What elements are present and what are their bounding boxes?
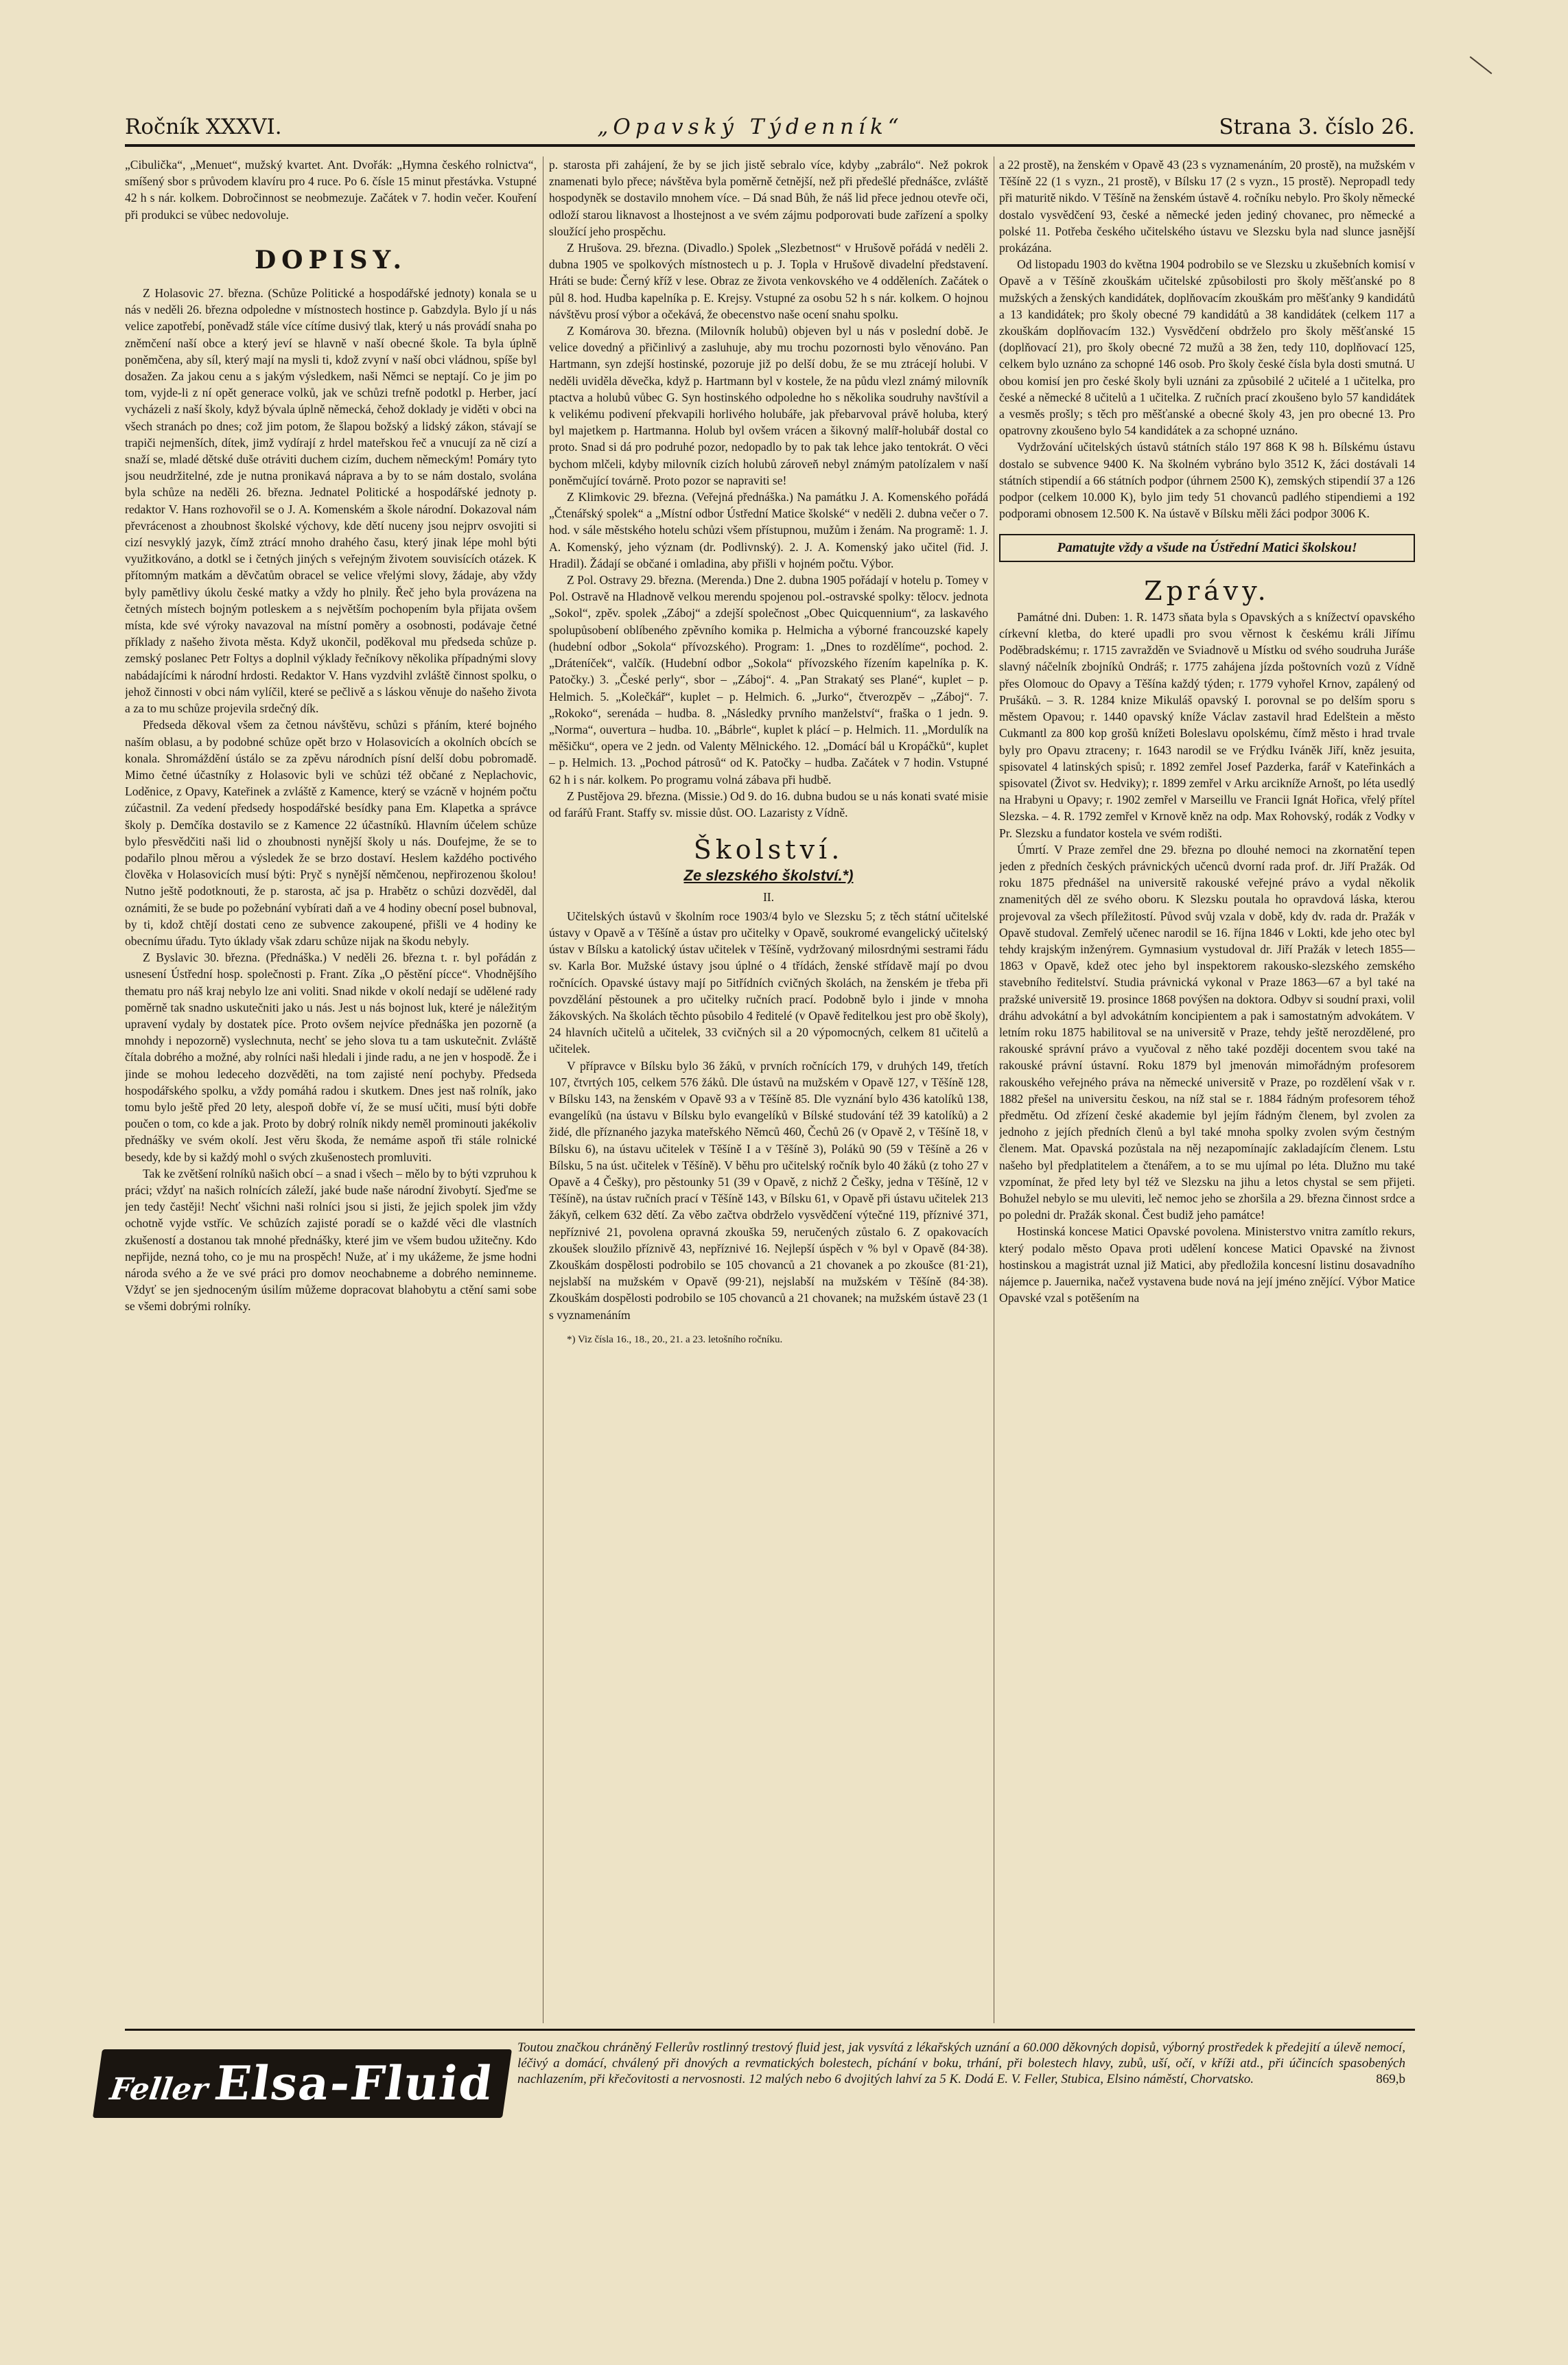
article-vydrzovani: Vydržování učitelských ústavů státních stálo 197 868 K 98 h. Bílskému ústavu dostalo se subvence 9400 K. Na školném vybráno bylo 3512 K, žáci dostávali 14 státních stipendií a 66 státních podpor (úhrnem 2500 K), zemských stipendií 37 a 126 podpor (celkem 10.000 K), bylo jim tedy 51 chovanců padlého stipendiemi a 192 podporami obnosem 12.500 K. Na ústavě v Bílsku měli žáci podpor 3006 K. [999, 440, 1415, 521]
article-pustejov: Z Pustějova 29. března. (Missie.) Od 9. do 16. dubna budou se u nás konati svaté misie od farářů Frant. Staffy sv. missie důst. OO. Lazaristy z Vídně. [549, 789, 988, 819]
article-ucitelske-ustavy: Učitelských ústavů v školním roce 1903/4 bylo ve Slezsku 5; z těch státní učitelské ústavy v Opavě a v Těšíně a ústav pro učitelky v Opavě, soukromé evangelický učitelský ústav v Bílsku a katolický ústav učitelek v Těšíně, vydržovaný milosrdnými sestrami řádu sv. Karla Bor. Mužské ústavy jsou úplné o 4 třídách, ženské střídavě mají po dvou ročnících. Opavské ústavy mají po 5itřídních cvičných školách, na ženském je třeba při povzdělání pěstounek a pro učitelky ručních prací. Podobně bylo i jinde v mnoha žákovských. Na školách těchto působilo 4 ředitelé (v Opavě ředitelkou jest pro obě školy), 24 hlavních učitelů a učitelek, 33 cvičných sil a 20 výpomocných, celkem 81 učitelů a učitelek. [549, 909, 988, 1056]
article-klimkovice: Z Klimkovic 29. března. (Veřejná přednáška.) Na památku J. A. Komenského pořádá „Čtenářský spolek“ a „Místní odbor Ústřední Matice školské“ v neděli 2. dubna večer o 7. hod. v sále městského hotelu schůzi všem přístupnou, mužům i ženám. Na programě: 1. J. A. Komenský, jeho význam (dr. Podlivnský). 2. J. A. Komenský jako učitel (řid. J. Hradil). Žádají se občané i omladina, aby přišli v hojném počtu. Výbor. [549, 490, 988, 570]
volume-label: Ročník XXXVI. [125, 115, 282, 139]
article-byslavice: Z Byslavic 30. března. (Přednáška.) V neděli 26. března t. r. byl pořádán z usnesení Ústřední hosp. společnosti p. Frant. Zíka „O pěstění pícce“. Vhodnějšího thematu pro náš kraj nebylo lze ani voliti. Snad nikde v okolí nedají se udělené rady poměrně tak snadno uskutečniti jako u nás. Jest u nás bojnost luk, které je náležitým upravení vydaly by dostatek píce. Proto ovšem nejvíce přednáška jen pozorně (a mnohdy i nepozorně) vyslechnuta, nechť se jeho slova tu a tam uskutečnit. Zvláště čítala dobrého a možné, aby rolníci naši hledali i jinde radu, a ne jen v hospodě. Že i jinde se mohou ledeceho dozvěděti, na tom zajisté není pochyby. Předseda hospodářského spolku, a vždy pomáhá radou i skutkem. Dnes jest naš rolník, jako tomu bylo ještě před 20 lety, alespoň dobře ví, že se musí učiti, musí býti dobře poučen o tom, co kde a jak. Proto by dobrý rolník nikdy neměl prominouti jakékoliv přednášky ve svém okolí. Jest věru škoda, že nemáme aspoň tři stále rolnické besedy, kde by si každý mohl o svých zkušenostech promluviti. [125, 951, 537, 1164]
article-holasovice: Z Holasovic 27. března. (Schůze Politické a hospodářské jednoty) konala se u nás v neděli 26. března odpoledne v místnostech hostince p. Gabzdyla. Bylo jí u nás velice zapotřebí, poněvadž stále více cítíme dusivý tlak, který u nás provádí snaha po zněmčení naší obce a který jeví se hlavně v naší obecné škole. Ta byla úplně poněmčena, aby síl, který mají na mysli ti, kdož zvyní v naší obci vládnou, spíše byl dosažen. Za jakou cenu a s jakým výsledkem, naši Němci se neptají. Co je jim po tom, vyjde-li z ní opět generace volků, jak ve schůzi trefně podotkl p. Herber, jací vycházeli z naší školy, když bývala úplně německá, čehož doklady je viděti v obci na všech stranách po dnes; což jim potom, že šlapou božský a lidský zákon, stávají se trapiči nejmenších, dítek, jimž vydírají z hrdel mateřskou řeč a vnucují za ně cizí a snaží se, mladé dětské duše otráviti duchem cizím, duchem německým! Pomáry tyto jsou neudržitelné, zde je nutna pronikavá náprava a by to se nám dostalo, svolána byla schůze na neděli 26. března. Jednatel Politické a hospodářské jednoty p. redaktor V. Hans rozhovořil se o J. A. Komenském a škole národní. Dokazoval nám převrácenost a zhoubnost školské výchovy, kde dětí nuceny jsou nejprv osvojiti si cizí nesvyklý jazyk, čímž ztrácí mnoho drahého času, který jinak lépe mohl býti využitkováno, a dotkl se i četných jiných s veřejným životem souvisících otázek. K přítomným matkám a děvčatům obracel se velice vřelými slovy, žádaje, aby vždy byly pamětlivy úkolu české matky a vždy ho plnily. Řeč jeho byla provázena na četných místech bojným potleskem a s největším pochopením byla přijata ovšem místa, kde své výroky navazoval na místní poměry a osobnosti, podávaje četné příklady z našeho života města. Když ukončil, poděkoval mu předseda schůze p. zemský poslanec Petr Foltys a doplnil výklady řečníkovy několika případnými slovy nabádajícími k národní hrdosti. Redaktor V. Hans vyzdvihl zvláště činnost spolku, o jehož činnosti v obci nám vylíčil, které se pečlivě a s láskou věnuje do našeho života a za to mu schůze projevila srdečný dík. [125, 286, 537, 716]
part-number: II. [762, 889, 775, 904]
article-umrti: Úmrtí. V Praze zemřel dne 29. března po dlouhé nemoci na zkornatění tepen jeden z předních českých právnických učenců dvorní rada prof. dr. Jiří Pražák. Od roku 1875 přednášel na universitě rakouské veřejné právo a vydal několik znamenitých děl ze svého oboru. K Slezsku poutala ho opravdová láska, kterou projevoval za všech příležitostí. Původ svůj vzala v době, kdy dv. rada dr. Pražák v Opavě studoval. Zemřelý učenec narodil se 16. října 1846 v Lokti, kde jeho otec byl tehdy krajským inženýrem. Gymnasium vystudoval dr. Jiří Pražák v letech 1855—1863 v Opavě, kdež otec jeho byl inspektorem rakousko-slezského zemského stavebního ředitelství. Studia právnická vykonal v Praze 1863—67 a byl také na pražské universitě 19. prosince 1868 povýšen na doktora. Odbyv si soudní praxi, volil dráhu advokátní a byl advokátním koncipientem a pak i samostatným advokátem. V letním roku 1875 habilitoval se na universitě v Praze, tehdy ještě nerozdělené, pro rakouské správní právo a vyučoval z něho také později docentem svou také na rakouské právní ústavní. Roku 1879 byl jmenován mimořádným profesorem rakouského veřejného práva na německé universitě v Praze, po rozdělení však v r. 1882 přešel na universitu českou, na níž stal se r. 1884 řádným profesorem téhož předmětu. Od zřízení české akademie byl jejím řádným členem, byl zvolen za jednoho z jejích předních členů a byl také mnoha spolky zvolen svým čestným členem. Mat. Opavská pozůstala na něj nezapomínajíc zakladajícím členem. Lstu našeho byl předplatitelem a čtenářem, a to se mu ujímal po léta. Dlužno mu také vzpomínat, že před lety byl též ve Slezsku na jihu a letos chystal se sem přijeti. Bohužel nebylo se mu uleviti, leč nemoc jeho se zhoršila a 29. března činnost srdce a po poledni dr. Pražák skonal. Čest budiž jeho památce! [999, 842, 1415, 1222]
header-rule [125, 144, 1415, 147]
footnote: *) Viz čísla 16., 18., 20., 21. a 23. letošního ročníku. [567, 1333, 783, 1345]
advert-body: Toutou značkou chráněný Fellerův rostlinný trestový fluid jest, jak vysvítá z lékařských uznání a 60.000 děkovných dopisů, výborný prostředek k předejití a úlevě nemocí, léčivý a domácí, chválený při dnových a revmatických bolestech, píchání v boku, trhání, při bolestech hlavy, zubů, uší, očí, v kříži atd., při účincích spasobených nachlazením, při křečovitosti a nervosnosti. 12 malých nebo 6 dvojitých lahví za 5 K. Dodá E. V. Feller, Stubica, Elsino náměstí, Chorvatsko. [517, 2040, 1405, 2086]
article-zkousky: Od listopadu 1903 do května 1904 podrobilo se ve Slezsku u zkušebních komisí v Opavě a v Těšíně zkouškám učitelské způsobilosti pro školy měšťanské po 8 mužských a ženských kandidátek, doplňovacím zkouškám pro měšťanky 9 kandidátů a 13 kandidátek; pro školy obecné 79 kandidátů a 38 kandidátek (celkem 117 a zkouškám doplňovacím 132.) Vysvědčení obdrželo pro školy měšťanské 15 (doplňovací 21), pro školy obecné 72 mužů a 38 žen, tedy 110, doplňovací 125, celkem bylo uznáno za schopné 146 osob. Pro školy české čísla byla dosti smutná. U obou komisí jen pro české školy byli uznáni za způsobilé 2 učitelé a 1 učitelka, pro české a německé 8 učitelů a 1 učitelka. Z ručních prací zkoušeno bylo 57 kandidátek a vesměs prošly; s těch pro měšťanské a obecné školy 43, jen pro obecné 13. Pro opatrovny zkoušeno bylo 54 kandidátek a za schopné uznáno. [999, 257, 1415, 438]
section-title-skolstvi: Školství. [693, 835, 844, 865]
page-corner-mark [1470, 56, 1493, 74]
article-komarov: Z Komárova 30. března. (Milovník holubů) objeven byl u nás v poslední době. Je velice dovedný a přičinlivý a zasluhuje, aby mu trochu pozornosti bylo věnováno. Pan Hartmann, syn zdejší hostinské, pozoruje již po delší dobu, že se mu ztrácejí holubi. V neděli uviděla děvečka, když p. Hartmann byl v kostele, že na půdu vlezl známý milovník ptactva a holubů vůbec G. Syn hostinského odpoledne ho s několika soudruhy navštívil a k velikému podivení překvapili horlivého holubáře, jak přebarvoval právě holuba, který byl majetkem p. Hartmanna. Holub byl ovšem vrácen a šikovný malíř-holubář dostal co proto. Snad si dá pro podruhé pozor, nedopadlo by to pak tak lehce jako tentokrát. O věci bychom mlčeli, kdyby milovník cizích holubů zároveň nebyl známým patolízalem v naší poněmčující továrně. Proto pozor se napraviti se! [549, 324, 988, 487]
article-holasovice-cont: Předseda děkoval všem za četnou návštěvu, schůzi s přáním, které bojného naším oblasu, a by podobné schůze opět brzo v Holasovicích a okolních obcích se konala. Shromáždění ústálo se za zpěvu národních písní delší dobu pobromadě. Mimo četné účastníky z Holasovic byli ve schůzi též občané z Neplachovic, Loděnice, z Opavy, Kateřinek a zvláště z Kamence, který se vzácně v hojném počtu zúčastnil. Za vedení předsedy hospodářské besídky pana Em. Klapetka a správce školy p. Demčíka dostavilo se z Kamence 22 účastníků. Hlavním účelem schůze bylo přesvědčiti naši lid o zhoubnosti nynější školy u nás. Doufejme, že se to podařilo plnou měrou a výsledek že se brzo dostaví. Heslem každého poctivého člověka v Holasovicích musí býti: Pryč s nynější němčenou, nepřirozenou školou! Nutno ještě podotknouti, že p. starosta, ač jsa p. Hrabětz o schůzi dozvěděl, dal oznámiti, že se bude po požebnání vybírati daň a ve 4 hodiny obecní posel bubnoval, by ti, kdož chtějí dostati ceno ze subvence zakoupené, přišli ve 4 hodiny ke obecnímu úřadu. Tyto úklady však zdaru schůze nijak na škodu nebyly. [125, 718, 537, 948]
page-number: Strana 3. číslo 26. [1219, 115, 1415, 139]
article-byslavice-end: p. starosta při zahájení, že by se jich jistě sebralo více, kdyby „zabrálo“. Než pokrok znamenati bylo přece; návštěva byla poměrně četnější, než při předešlé přednášce, zvláště hospodyněk se dostavilo mnohem více. – Dá snad Bůh, že náš lid přece jednou otevře oči, odloží starou liknavost a lhostejnost a ve svém zájmu podporovati bude zařízení a spolky sloužící jeho prospěchu. [549, 158, 988, 238]
elsa-fluid-advert [96, 2036, 1415, 2132]
article-byslavice-cont: Tak ke zvětšení rolníků našich obcí – a snad i všech – mělo by to býti vzpruhou k práci; vždyť na našich rolnících záleží, jaké bude naše národní živobytí. Sjeďme se jen tedy častěji! Nechť všichni naši rolníci jsou si jisti, že jejich spolek jim vždy ochotně vyjde vstříc. Ve schůzích zajisté poradí se o každé věci dle vlastních zkušeností a dostanou tak mnohé přednášky, které jim ve všem budou užitečny. Kdo nepřijde, nezná toho, co je mu na prospěch! Nuže, ať i my ukážeme, že jsme hodni národa svého a že ve své práci pro domov neochabneme a dobrého neminneme. Vždyť se jen sjednoceným úsilím můžeme dopracovat blahobytu a ctění sami sobe se všemi dobrými rolníky. [125, 1166, 537, 1314]
subheading-slezske-skolstvi: Ze slezského školství.*) [683, 867, 854, 885]
advert-text [508, 2036, 1415, 2132]
article-pol-ostrava: Z Pol. Ostravy 29. března. (Merenda.) Dne 2. dubna 1905 pořádají v hotelu p. Tomey v Pol. Ostravě na Hladnově velkou merendu spojenou pol.-ostravské spolky: tělocv. jednota „Sokol“, zpěv. spolek „Záboj“ a zdejší společnost „Obec Quicquennium“, za laskavého spolupůsobení oblíbeného zpěvního komika p. Helmicha a výborné francouzské kapely (hudební odbor „Sokola“ přívozského). Program: 1. „Dnes to rozdělíme“, pochod. 2. „Dráteníček“, valčík. (Hudební odbor „Sokola“ přívozského řízením kapelníka p. K. Patočky.) 3. „České perly“, sbor – „Záboj“. 4. „Pan Strakatý ses Plané“, kuplet – p. Helmich. 5. „Kolečkář“, kuplet – p. Helmich. 6. „Jurko“, čtverozpěv – „Záboj“. 7. „Rokoko“, serenáda – hudba. 8. „Následky prvního manželství“, fraška o 1 jedn. 9. „Norma“, ouvertura – hudba. 10. „Bábrle“, kuplet k plácí – p. Helmich. 11. „Mordulík na měšičku“, opera ve 2 jedn. od Valenty Mělnického. 12. „Domácí bál u Kropáčků“, kuplet – p. Helmich. 13. „Pochod pátrosů“ od K. Patočky – hudba. Začátek v 7 hodin. Vstupné 62 h i s nár. kolkem. Po programu volná zábava při hudbě. [549, 573, 988, 787]
logo-product: Elsa-Fluid [211, 2056, 497, 2111]
section-title-dopisy: DOPISY. [254, 245, 408, 275]
advert-code: 869,b [1376, 2072, 1405, 2086]
advert-rule [125, 2029, 1415, 2031]
concert-program-tail: „Cibulička“, „Menuet“, mužský kvartet. Ant. Dvořák: „Hymna českého rolnictva“, smíšený sbor s průvodem klavíru pro 4 ruce. Po 6. čísle 15 minut přestávka. Vstupné 42 h s nár. kolkem. Dobročinnost se neobmezuje. Začátek v 7. hodin večer. Kouření při produkci se vůbec nedovoluje. [125, 158, 537, 222]
elsa-fluid-logo [96, 2036, 508, 2132]
article-hostinska-koncese: Hostinská koncese Matici Opavské povolena. Ministerstvo vnitra zamítlo rekurs, který podalo město Opava proti udělení koncese Matici Opavské na živnost hostinskou a magistrát uznal již Matici, aby předložila koncesní listinu dosavadního nájemce p. Jauernika, načež vystavena bude nová na její jméno znějící. Výbor Matice Opavské vzal s potěšením na [999, 1224, 1415, 1305]
matice-banner: Pamatujte vždy a všude na Ústřední Matici školskou! [999, 534, 1415, 561]
logo-brand: Feller [107, 2072, 210, 2107]
article-skolstvi-cont: a 22 prostě), na ženském v Opavě 43 (23 s vyznamenáním, 20 prostě), na mužském v Těšíně 22 (1 s vyzn., 21 prostě), v Bílsku 17 (2 s vyzn., 15 prostě). Nepropadl tedy při maturitě nikdo. V Těšíně na ženském ústavě 4. ročníku nebylo. Pro školy německé dostalo vysvědčení 93, české a německé jeden jediný chovanec, pro německé a polské 11. Potřeba českého učitelského ústavu ve Slezsku byla nad slunce jasnější prokázána. [999, 158, 1415, 255]
column-1 [125, 156, 537, 2023]
column-2 [549, 156, 988, 2023]
article-ucitelske-ustavy-cont: V přípravce v Bílsku bylo 36 žáků, v prvních ročnících 179, v druhých 149, třetích 107, čtvrtých 105, celkem 576 žáků. Dle ústavů na mužském v Opavě 127, v Těšíně 128, v Bílsku 143, na ženském v Opavě 93 a v Těšíně 85. Dle vyznání bylo 436 katolíků 138, evangelíků (na ústavu v Bílsku bylo evangelíků v Bílské studování též 39 katolíků) a 2 židé, dle příznaného jazyka mateřského Němců 460, Čechů 26 (v Opavě 2, v Těšíně 18, v Bílsku 6), na ústavu učitelek v Těšíně I a v Těšíně 3), Poláků 90 (59 v Těšíně a 26 v Bílsku, 5 na úst. učitelek v Těšíně). V běhu pro učitelský ročník bylo 40 žáků (z toho 27 v Opavě a 4 Češky), pro pěstounky 51 (39 v Opavě, z nichž 2 Češky, jedna v Těšíně, 12 v Těšíně), na ústav ručních prací v Těšíně 143, v Bílsku 61, v Opavě při ústavu učitelek 213 žákyň, celkem 632 dětí. Za věbo začtva obdrželo vysvědčení výtečné 119, příznivé 371, nepříznivé 21, povolena opravná zkouška 59, neručených zůstalo 6. Z opakovacích zkoušek sloužilo příznivě 43, nepříznivé 16. Nejlepší úspěch v % byl v Opavě (84·38). Zkouškám dospělosti podrobilo se 105 chovanců a 21 chovanek a po zkoušce (81·21), nejslabší na mužském v Opavě (99·21), nejslabší na mužském v Těšíně (84·38). Zkouškám dospělosti podrobilo se 105 chovanců a 21 chovanek; na mužském ústavě 23 (1 s vyznamenáním [549, 1058, 988, 1322]
page-header [125, 110, 1415, 144]
column-3 [999, 156, 1415, 2023]
section-title-zpravy: Zprávy. [1144, 575, 1270, 606]
newspaper-title: „Opavský Týdenník“ [597, 115, 904, 139]
article-pamatne-dni: Památné dni. Duben: 1. R. 1473 sňata byla s Opavských a s knížectví opavského církevní kletba, do které upadli pro svou věrnost k českému králi Jiřímu Poděbradskému; r. 1715 zavražděn ve Sviadnově u Místku od svého soudruha Juráše slavný náčelník zbojníků Ondráš; r. 1775 zahájena jízda poštovních vozů z Vídně přes Olomouc do Opavy a Těšína každý týden; r. 1779 vyhořel Krnov, zapálený od Prušáků. – 3. R. 1284 knize Mikuláš opavský I. porovnal se po delším sporu s městem Opavou; r. 1440 opavský kníže Václav zastavil hrad Edelštein a město Cukmantl za 800 kop grošů knížeti Boleslavu opolskému, čímž město i hrad trvale byly pro Opavu ztraceny; r. 1643 narodil se ve Frýdku Iváněk Jiří, kněz jesuita, spisovatel 4 latinských spisů; r. 1892 zemřel Josef Pazderka, farář v Kateřinkách a spisovatel (Život sv. Hedviky); r. 1899 zemřel v Arku arcikníže Arnošt, po léta usedlý na Hrabyni u Opavy; r. 1902 zemřel v Marseillu ve Francii Ignát Hořica, vřelý přítel Slezska. – 4. R. 1792 zemřel v Krnově kněz na odp. Max Rohovský, rodák z Vodky v Pr. Slezsku a fundator kostela ve svém rodišti. [999, 609, 1415, 840]
article-hrusov: Z Hrušova. 29. března. (Divadlo.) Spolek „Slezbetnost“ v Hrušově pořádá v neděli 2. dubna 1905 ve spolkových místnostech u p. J. Topla v Hrušově divadelní představení. Hráti se bude: Černý kříž v lese. Obraz ze života venkovského ve 4 odděleních. Začátek o půl 8. hod. Hudba kapelníka p. E. Krejsy. Vstupné za osobu 52 h s nár. kolkem. O hojnou návštěvu prosí výbor a očekává, že obecenstvo naše ocení snahu spolku. [549, 241, 988, 321]
